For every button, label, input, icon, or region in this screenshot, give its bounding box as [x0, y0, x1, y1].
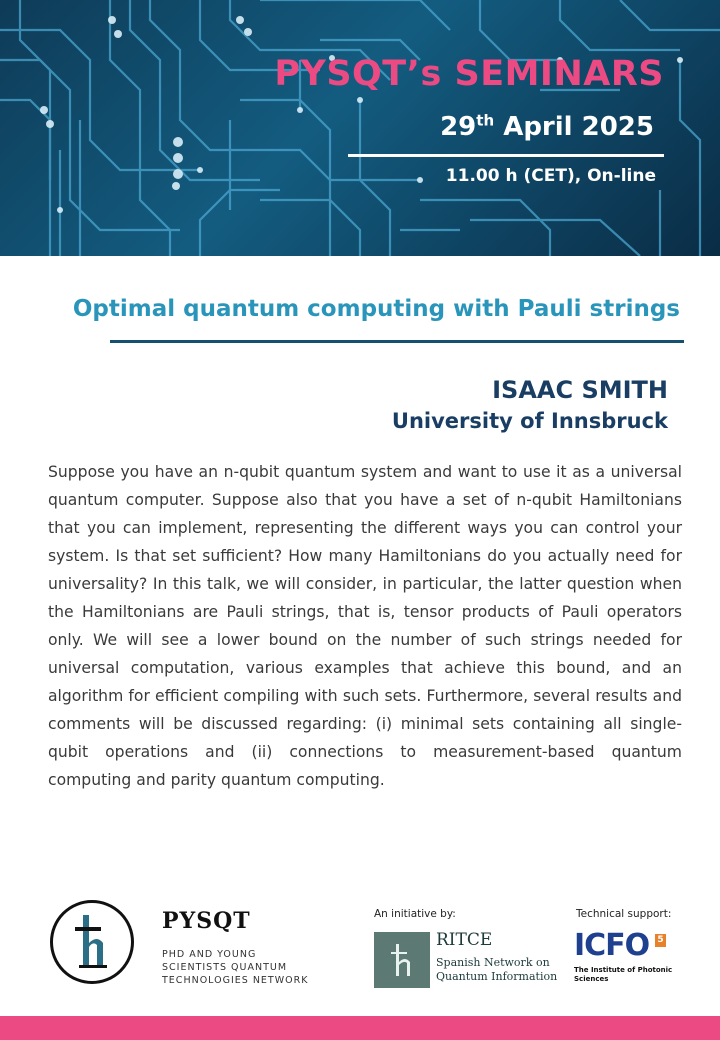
- header-banner: [0, 0, 720, 256]
- hbar-icon: [374, 932, 430, 988]
- seminar-date: [440, 112, 654, 142]
- pysqt-logo-icon: [50, 900, 134, 984]
- date-divider: [348, 154, 664, 157]
- icfo-logo-icon: ICFO: [574, 928, 650, 963]
- ritce-name: RITCE: [436, 930, 493, 950]
- date-month-year: April 2025: [494, 112, 654, 142]
- icfo-subtitle: [574, 966, 672, 984]
- ritce-subtitle: [436, 956, 557, 984]
- hbar-icon: [53, 903, 131, 981]
- icfo-subtitle-line: Sciences: [574, 975, 609, 983]
- title-divider: [110, 340, 684, 343]
- ritce-logo-icon: [374, 932, 430, 988]
- icfo-subtitle-line: The Institute of Photonic: [574, 966, 673, 974]
- talk-title: Optimal quantum computing with Pauli strings: [72, 296, 680, 322]
- speaker-affiliation: University of Innsbruck: [391, 409, 668, 433]
- pysqt-subtitle-line: SCIENTISTS QUANTUM: [162, 962, 288, 973]
- speaker-name: ISAAC SMITH: [492, 376, 668, 404]
- date-day: 29: [440, 112, 477, 142]
- ritce-subtitle-line: Quantum Information: [436, 970, 558, 983]
- ritce-subtitle-line: Spanish Network on: [436, 956, 550, 969]
- time-location: 11.00 h (CET), On-line: [445, 166, 656, 186]
- abstract-text: Suppose you have an n-qubit quantum system and want to use it as a universal quantum computer. Suppose also that you have a set of n-qubit Hamiltonians that you can implement, representing the different ways you can control your system. Is that set sufficient? How many Hamiltonians do you actually need for universality? In this talk, we will consider, in particular, the latter question when the Hamiltonians are Pauli strings, that is, tensor products of Pauli operators only. We will see a lower bound on the number of such strings needed for universal computation, various examples that achieve this bound, and an algorithm for efficient compiling with such sets. Furthermore, several results and comments will be discussed regarding: (i) minimal sets containing all single-qubit operations and (ii) connections to measurement-based quantum computing and parity quantum computing.: [48, 463, 682, 789]
- pysqt-name: PYSQT: [162, 908, 251, 934]
- pysqt-subtitle: [162, 948, 308, 987]
- bottom-accent-bar: [0, 1016, 720, 1040]
- pysqt-subtitle-line: PHD AND YOUNG: [162, 949, 257, 960]
- icfo-badge-icon: 5: [655, 934, 666, 947]
- initiative-label: An initiative by:: [374, 908, 456, 920]
- date-suffix: th: [476, 111, 495, 130]
- series-title: PYSQT’s SEMINARS: [274, 54, 664, 94]
- pysqt-subtitle-line: TECHNOLOGIES NETWORK: [162, 975, 309, 986]
- tech-support-label: Technical support:: [576, 908, 672, 920]
